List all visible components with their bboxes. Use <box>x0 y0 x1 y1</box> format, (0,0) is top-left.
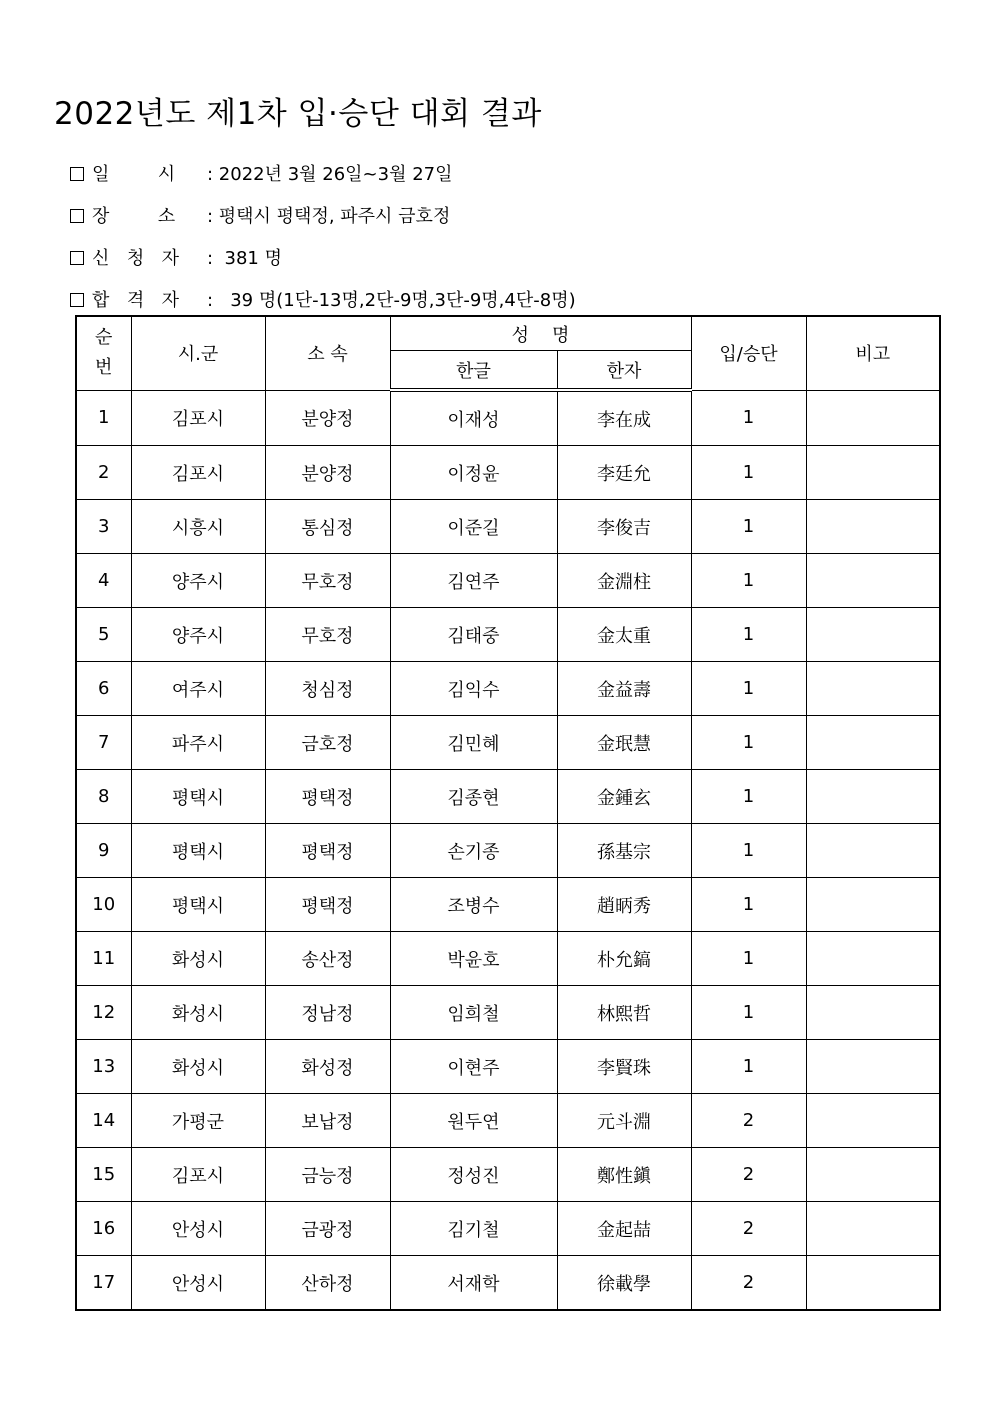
cell-city: 김포시 <box>131 1148 265 1202</box>
table-body <box>76 390 940 1310</box>
cell-hanja: 李在成 <box>557 390 691 446</box>
table-row <box>76 662 940 716</box>
cell-hanja: 金淵柱 <box>557 554 691 608</box>
cell-city: 화성시 <box>131 932 265 986</box>
cell-hangul: 이준길 <box>390 500 557 554</box>
cell-no: 15 <box>76 1148 131 1202</box>
cell-note <box>806 986 940 1040</box>
cell-club: 무호정 <box>265 608 390 662</box>
header-hanja: 한자 <box>557 351 691 391</box>
cell-note <box>806 500 940 554</box>
cell-hangul: 김기철 <box>390 1202 557 1256</box>
cell-hanja: 金起喆 <box>557 1202 691 1256</box>
cell-no: 1 <box>76 390 131 446</box>
cell-hanja: 趙昞秀 <box>557 878 691 932</box>
cell-club: 보납정 <box>265 1094 390 1148</box>
cell-no: 8 <box>76 770 131 824</box>
table-row <box>76 390 940 446</box>
cell-hanja: 朴允鎬 <box>557 932 691 986</box>
info-value: : 39 명(1단-13명,2단-9명,3단-9명,4단-8명) <box>207 290 576 311</box>
cell-no: 12 <box>76 986 131 1040</box>
cell-club: 분양정 <box>265 390 390 446</box>
cell-hanja: 孫基宗 <box>557 824 691 878</box>
table-row <box>76 500 940 554</box>
info-place <box>70 202 450 228</box>
cell-city: 화성시 <box>131 1040 265 1094</box>
cell-note <box>806 824 940 878</box>
cell-hanja: 李俊吉 <box>557 500 691 554</box>
cell-dan: 2 <box>691 1202 806 1256</box>
cell-hanja: 金益壽 <box>557 662 691 716</box>
header-no: 순 번 <box>76 316 131 390</box>
cell-dan: 1 <box>691 986 806 1040</box>
info-value: : 2022년 3월 26일~3월 27일 <box>207 164 453 185</box>
cell-no: 16 <box>76 1202 131 1256</box>
cell-hangul: 김민혜 <box>390 716 557 770</box>
cell-club: 분양정 <box>265 446 390 500</box>
cell-club: 청심정 <box>265 662 390 716</box>
cell-note <box>806 1094 940 1148</box>
info-label: 일 시 <box>92 164 178 185</box>
checkbox-square-icon <box>70 209 84 223</box>
cell-hanja: 徐載學 <box>557 1256 691 1311</box>
table-row <box>76 770 940 824</box>
cell-club: 평택정 <box>265 824 390 878</box>
info-passed <box>70 286 576 312</box>
info-applicants <box>70 244 282 270</box>
cell-no: 2 <box>76 446 131 500</box>
cell-dan: 1 <box>691 500 806 554</box>
header-city: 시.군 <box>131 316 265 390</box>
cell-club: 무호정 <box>265 554 390 608</box>
cell-club: 금호정 <box>265 716 390 770</box>
cell-hangul: 원두연 <box>390 1094 557 1148</box>
table-row <box>76 554 940 608</box>
cell-note <box>806 878 940 932</box>
cell-no: 17 <box>76 1256 131 1311</box>
cell-note <box>806 608 940 662</box>
cell-hangul: 임희철 <box>390 986 557 1040</box>
cell-city: 화성시 <box>131 986 265 1040</box>
info-label: 합 격 자 <box>92 290 182 311</box>
cell-note <box>806 662 940 716</box>
cell-city: 가평군 <box>131 1094 265 1148</box>
cell-hangul: 김익수 <box>390 662 557 716</box>
info-value: : 평택시 평택정, 파주시 금호정 <box>207 206 451 227</box>
cell-club: 산하정 <box>265 1256 390 1311</box>
checkbox-square-icon <box>70 293 84 307</box>
cell-club: 평택정 <box>265 770 390 824</box>
cell-note <box>806 932 940 986</box>
table-row <box>76 1094 940 1148</box>
cell-hangul: 손기종 <box>390 824 557 878</box>
cell-club: 송산정 <box>265 932 390 986</box>
checkbox-square-icon <box>70 167 84 181</box>
info-date <box>70 160 453 186</box>
cell-dan: 1 <box>691 878 806 932</box>
cell-hangul: 김종현 <box>390 770 557 824</box>
header-hangul: 한글 <box>390 351 557 391</box>
header-dan: 입/승단 <box>691 316 806 390</box>
cell-city: 여주시 <box>131 662 265 716</box>
cell-hangul: 박윤호 <box>390 932 557 986</box>
header-note: 비고 <box>806 316 940 390</box>
cell-hangul: 이재성 <box>390 390 557 446</box>
table-header <box>76 316 940 390</box>
cell-city: 김포시 <box>131 390 265 446</box>
info-label: 장 소 <box>92 206 178 227</box>
cell-dan: 1 <box>691 446 806 500</box>
cell-club: 금광정 <box>265 1202 390 1256</box>
cell-club: 통심정 <box>265 500 390 554</box>
cell-no: 10 <box>76 878 131 932</box>
cell-hangul: 서재학 <box>390 1256 557 1311</box>
cell-hangul: 조병수 <box>390 878 557 932</box>
table-row <box>76 986 940 1040</box>
cell-hanja: 金鍾玄 <box>557 770 691 824</box>
cell-dan: 2 <box>691 1094 806 1148</box>
cell-note <box>806 716 940 770</box>
cell-city: 파주시 <box>131 716 265 770</box>
cell-no: 9 <box>76 824 131 878</box>
cell-hanja: 金太重 <box>557 608 691 662</box>
cell-city: 평택시 <box>131 770 265 824</box>
cell-note <box>806 1202 940 1256</box>
cell-club: 정남정 <box>265 986 390 1040</box>
cell-note <box>806 446 940 500</box>
table-row <box>76 1256 940 1311</box>
cell-no: 5 <box>76 608 131 662</box>
cell-dan: 1 <box>691 608 806 662</box>
cell-hanja: 鄭性鎭 <box>557 1148 691 1202</box>
cell-city: 안성시 <box>131 1256 265 1311</box>
table-row <box>76 608 940 662</box>
results-table <box>75 315 941 1311</box>
cell-no: 14 <box>76 1094 131 1148</box>
table-row <box>76 878 940 932</box>
checkbox-square-icon <box>70 251 84 265</box>
table-row <box>76 446 940 500</box>
cell-city: 평택시 <box>131 824 265 878</box>
cell-dan: 1 <box>691 1040 806 1094</box>
table-row <box>76 1202 940 1256</box>
table-row <box>76 1040 940 1094</box>
info-label: 신 청 자 <box>92 248 182 269</box>
cell-dan: 1 <box>691 824 806 878</box>
cell-dan: 2 <box>691 1256 806 1311</box>
cell-note <box>806 390 940 446</box>
cell-hangul: 김태중 <box>390 608 557 662</box>
cell-club: 화성정 <box>265 1040 390 1094</box>
info-value: : 381 명 <box>207 248 282 269</box>
cell-club: 평택정 <box>265 878 390 932</box>
cell-city: 양주시 <box>131 608 265 662</box>
cell-no: 6 <box>76 662 131 716</box>
cell-city: 안성시 <box>131 1202 265 1256</box>
table-row <box>76 932 940 986</box>
cell-city: 양주시 <box>131 554 265 608</box>
table-row <box>76 716 940 770</box>
header-name: 성 명 <box>390 316 691 351</box>
cell-city: 김포시 <box>131 446 265 500</box>
cell-dan: 1 <box>691 554 806 608</box>
cell-city: 평택시 <box>131 878 265 932</box>
cell-dan: 1 <box>691 932 806 986</box>
cell-no: 7 <box>76 716 131 770</box>
cell-no: 4 <box>76 554 131 608</box>
table-row <box>76 824 940 878</box>
cell-city: 시흥시 <box>131 500 265 554</box>
cell-hangul: 이정윤 <box>390 446 557 500</box>
header-club: 소 속 <box>265 316 390 390</box>
cell-note <box>806 1040 940 1094</box>
cell-note <box>806 1256 940 1311</box>
page-title: 2022년도 제1차 입·승단 대회 결과 <box>54 96 542 132</box>
cell-hangul: 정성진 <box>390 1148 557 1202</box>
cell-dan: 1 <box>691 662 806 716</box>
cell-hanja: 元斗淵 <box>557 1094 691 1148</box>
cell-hangul: 이현주 <box>390 1040 557 1094</box>
cell-hanja: 金珉慧 <box>557 716 691 770</box>
cell-hangul: 김연주 <box>390 554 557 608</box>
cell-hanja: 李廷允 <box>557 446 691 500</box>
cell-no: 3 <box>76 500 131 554</box>
cell-club: 금능정 <box>265 1148 390 1202</box>
cell-dan: 1 <box>691 390 806 446</box>
cell-hanja: 林熙哲 <box>557 986 691 1040</box>
cell-no: 13 <box>76 1040 131 1094</box>
cell-no: 11 <box>76 932 131 986</box>
cell-note <box>806 770 940 824</box>
cell-hanja: 李賢珠 <box>557 1040 691 1094</box>
cell-note <box>806 1148 940 1202</box>
cell-dan: 2 <box>691 1148 806 1202</box>
cell-dan: 1 <box>691 716 806 770</box>
table-row <box>76 1148 940 1202</box>
cell-note <box>806 554 940 608</box>
cell-dan: 1 <box>691 770 806 824</box>
